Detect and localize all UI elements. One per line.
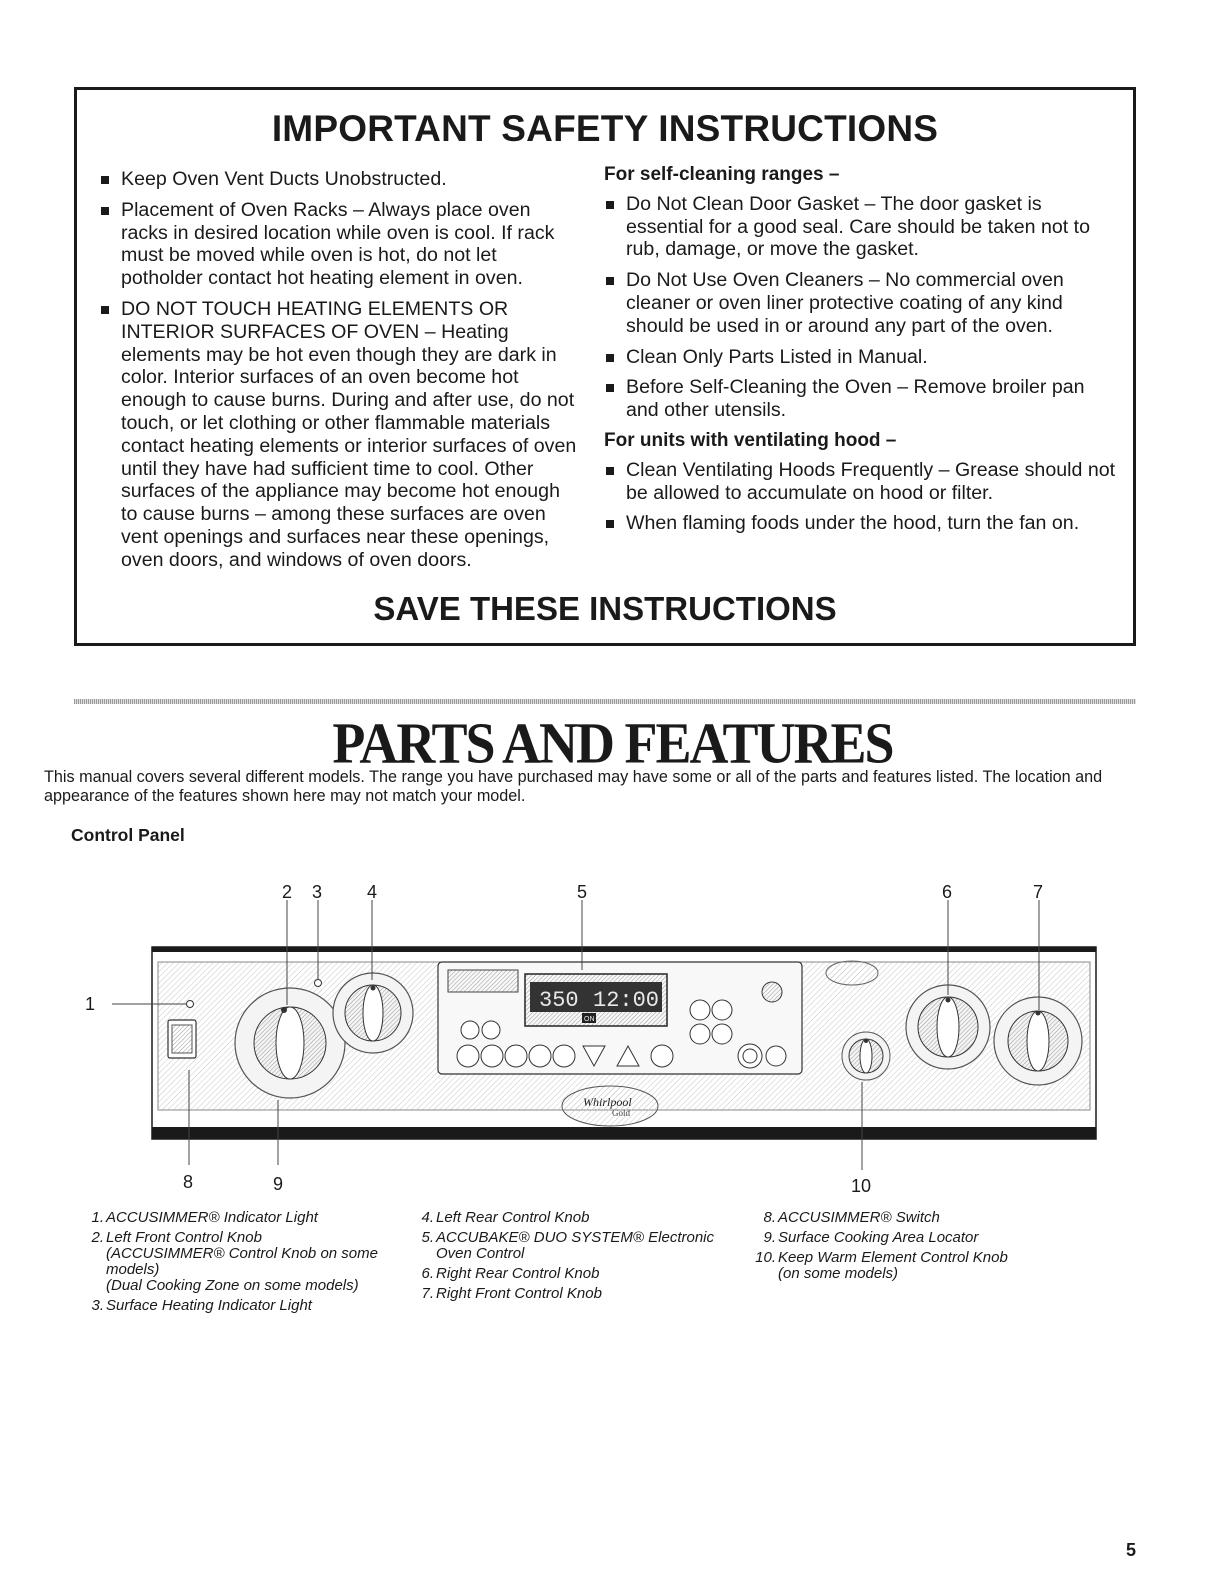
legend-item: 10. Keep Warm Element Control Knob <box>755 1249 1008 1266</box>
safety-right-column <box>604 164 1119 543</box>
brand-name: Whirlpool <box>583 1095 632 1109</box>
legend-item: 7. Right Front Control Knob <box>421 1285 602 1302</box>
safety-title: IMPORTANT SAFETY INSTRUCTIONS <box>271 108 939 149</box>
surface-heating-indicator-light <box>315 980 322 987</box>
callout-7: 7 <box>1032 882 1043 902</box>
brand-badge <box>562 1086 658 1126</box>
legend-item: 2. Left Front Control Knob <box>91 1229 262 1246</box>
legend-item: 5. ACCUBAKE® DUO SYSTEM® Electronic Oven Control <box>421 1229 714 1262</box>
legend-item: (on some models) <box>778 1265 899 1282</box>
safety-left-list <box>99 168 579 572</box>
legend-column-3 <box>755 1209 1060 1286</box>
save-instructions-title: SAVE THESE INSTRUCTIONS <box>373 590 837 627</box>
brand-sub: Gold <box>612 1108 630 1118</box>
hood-list <box>604 459 1119 535</box>
right-rear-knob-icon <box>906 985 990 1069</box>
legend-column-2 <box>418 1210 738 1306</box>
callout-6: 6 <box>941 882 952 902</box>
control-panel-illustration <box>0 870 1225 1200</box>
left-front-knob-icon <box>235 988 345 1098</box>
list-item: DO NOT TOUCH HEATING ELEMENTS OR INTERIOR SURFACES OF OVEN – Heating elements may be hot even though they are dark in color. Interior surfaces of an oven become hot enough to cause burns. During and after use, do not touch, or let clothing or other flammable materials contact heating elements or interior surfaces of oven until they have had sufficient time to cool. Other surfaces of the appliance may become hot enough to cause burns – among these surfaces are oven vent openings and surfaces near these openings, oven doors, and windows of oven doors. <box>99 298 579 572</box>
list-item: Placement of Oven Racks – Always place oven racks in desired location while oven is cool. If rack must be moved while oven is hot, do not let potholder contact hot heating element in oven. <box>99 199 579 290</box>
callout-10: 10 <box>850 1176 872 1196</box>
section-divider <box>74 699 1136 704</box>
legend-item: 9. Surface Cooking Area Locator <box>763 1229 979 1246</box>
legend-item: 1. ACCUSIMMER® Indicator Light <box>91 1209 318 1226</box>
list-item: Do Not Use Oven Cleaners – No commercial oven cleaner or oven liner protective coating of any kind should be used in or around any part of the oven. <box>604 269 1119 337</box>
list-item: Clean Ventilating Hoods Frequently – Grease should not be allowed to accumulate on hood or filter. <box>604 459 1119 505</box>
parts-features-title: PARTS AND FEATURES <box>332 710 893 776</box>
list-item: Clean Only Parts Listed in Manual. <box>604 346 1119 369</box>
legend-item: 4. Left Rear Control Knob <box>421 1209 590 1226</box>
self-clean-heading: For self-cleaning ranges – <box>604 164 840 185</box>
right-front-knob-icon <box>994 997 1082 1085</box>
display-time: 12:00 <box>593 988 660 1013</box>
safety-instructions-box <box>74 87 1136 646</box>
accusimmer-indicator-light <box>187 1001 194 1008</box>
list-item: Do Not Clean Door Gasket – The door gasket is essential for a good seal. Care should be taken not to rub, damage, or move the gasket. <box>604 193 1119 261</box>
list-item: When flaming foods under the hood, turn the fan on. <box>604 512 1119 535</box>
safety-left-column <box>99 168 579 580</box>
legend-item: (ACCUSIMMER® Control Knob on some models) <box>106 1245 378 1278</box>
legend-item: 8. ACCUSIMMER® Switch <box>763 1209 940 1226</box>
electronic-oven-control <box>438 962 802 1074</box>
control-panel-heading: Control Panel <box>71 825 185 845</box>
callout-9: 9 <box>272 1174 283 1194</box>
legend-item: 3. Surface Heating Indicator Light <box>91 1297 312 1314</box>
parts-intro: This manual covers several different models. The range you have purchased may have some or all of the parts and features listed. The location and appearance of the features shown here may not match your model. <box>44 768 1103 805</box>
callout-8: 8 <box>182 1172 193 1192</box>
hood-heading: For units with ventilating hood – <box>604 429 897 451</box>
list-item: Keep Oven Vent Ducts Unobstructed. <box>99 168 579 191</box>
self-clean-list <box>604 193 1119 422</box>
callout-5: 5 <box>576 882 587 902</box>
display-temp: 350 <box>539 988 579 1013</box>
legend-column-1 <box>88 1210 388 1318</box>
callout-2: 2 <box>281 882 292 902</box>
left-rear-knob-icon <box>333 973 413 1053</box>
list-item: Before Self-Cleaning the Oven – Remove broiler pan and other utensils. <box>604 376 1119 422</box>
callout-4: 4 <box>366 882 377 902</box>
display-on: ON <box>584 1016 595 1023</box>
callout-1: 1 <box>84 994 95 1014</box>
callout-3: 3 <box>311 882 322 902</box>
legend-item: (Dual Cooking Zone on some models) <box>106 1277 359 1294</box>
page-number: 5 <box>1126 1540 1137 1560</box>
legend-item: 6. Right Rear Control Knob <box>421 1265 600 1282</box>
